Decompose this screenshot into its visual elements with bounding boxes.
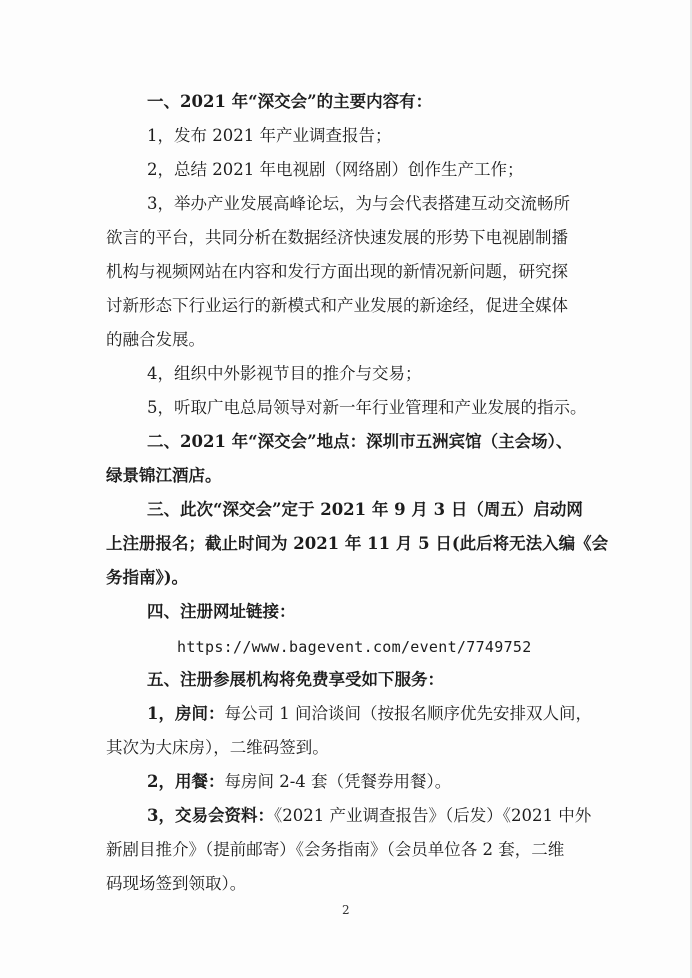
section-1-item-3-line-3: 机构与视频网站在内容和发行方面出现的新情况新问题，研究探 bbox=[106, 262, 568, 281]
service-3-label: 3，交易会资料： bbox=[147, 806, 274, 825]
section-1-item-3-line-4: 讨新形态下行业运行的新模式和产业发展的新途经，促进全媒体 bbox=[106, 296, 568, 315]
section-5-heading: 五、注册参展机构将免费享受如下服务： bbox=[147, 670, 444, 689]
section-3-line-3: 务指南》)。 bbox=[106, 568, 189, 587]
service-3-line-2: 新剧目推介》（提前邮寄）《会务指南》（会员单位各 2 套，二维 bbox=[106, 840, 565, 859]
section-3-line-2: 上注册报名；截止时间为 2021 年 11 月 5 日(此后将无法入编《会 bbox=[106, 534, 609, 553]
service-3-text: 《2021 产业调查报告》（后发）《2021 中外 bbox=[273, 806, 592, 825]
service-1-line-1 bbox=[147, 703, 592, 725]
registration-url[interactable]: https://www.bagevent.com/event/7749752 bbox=[177, 638, 532, 656]
section-1-item-4: 4，组织中外影视节目的推介与交易； bbox=[147, 364, 422, 383]
service-1-text: 每公司 1 间洽谈间（按报名顺序优先安排双人间， bbox=[224, 704, 592, 723]
page-number: 2 bbox=[342, 903, 350, 917]
section-1-item-3-line-2: 欲言的平台，共同分析在数据经济快速发展的形势下电视剧制播 bbox=[106, 228, 568, 247]
section-1-heading: 一、2021 年“深交会”的主要内容有： bbox=[147, 92, 433, 111]
section-2-heading-line-2: 绿景锦江酒店。 bbox=[106, 466, 222, 485]
service-1-line-2: 其次为大床房），二维码签到。 bbox=[106, 738, 329, 757]
service-2-text: 每房间 2-4 套（凭餐券用餐）。 bbox=[224, 772, 452, 791]
section-1-item-3-line-1: 3，举办产业发展高峰论坛，为与会代表搭建互动交流畅所 bbox=[147, 194, 570, 213]
service-2-label: 2，用餐： bbox=[147, 772, 225, 791]
section-3-line-1: 三、此次“深交会”定于 2021 年 9 月 3 日（周五）启动网 bbox=[147, 500, 583, 519]
service-3-line-3: 码现场签到领取）。 bbox=[106, 874, 247, 893]
section-4-heading: 四、注册网址链接： bbox=[147, 602, 296, 621]
service-2-line-1 bbox=[147, 771, 451, 793]
section-1-item-5: 5，听取广电总局领导对新一年行业管理和产业发展的指示。 bbox=[147, 398, 587, 417]
service-3-line-1 bbox=[147, 805, 591, 827]
section-1-item-3-line-5: 的融合发展。 bbox=[106, 330, 205, 349]
section-1-item-1: 1，发布 2021 年产业调查报告； bbox=[147, 126, 392, 145]
section-2-heading-line-1: 二、2021 年“深交会”地点：深圳市五洲宾馆（主会场）、 bbox=[147, 432, 573, 451]
section-1-item-2: 2，总结 2021 年电视剧（网络剧）创作生产工作； bbox=[147, 160, 524, 179]
service-1-label: 1，房间： bbox=[147, 704, 225, 723]
